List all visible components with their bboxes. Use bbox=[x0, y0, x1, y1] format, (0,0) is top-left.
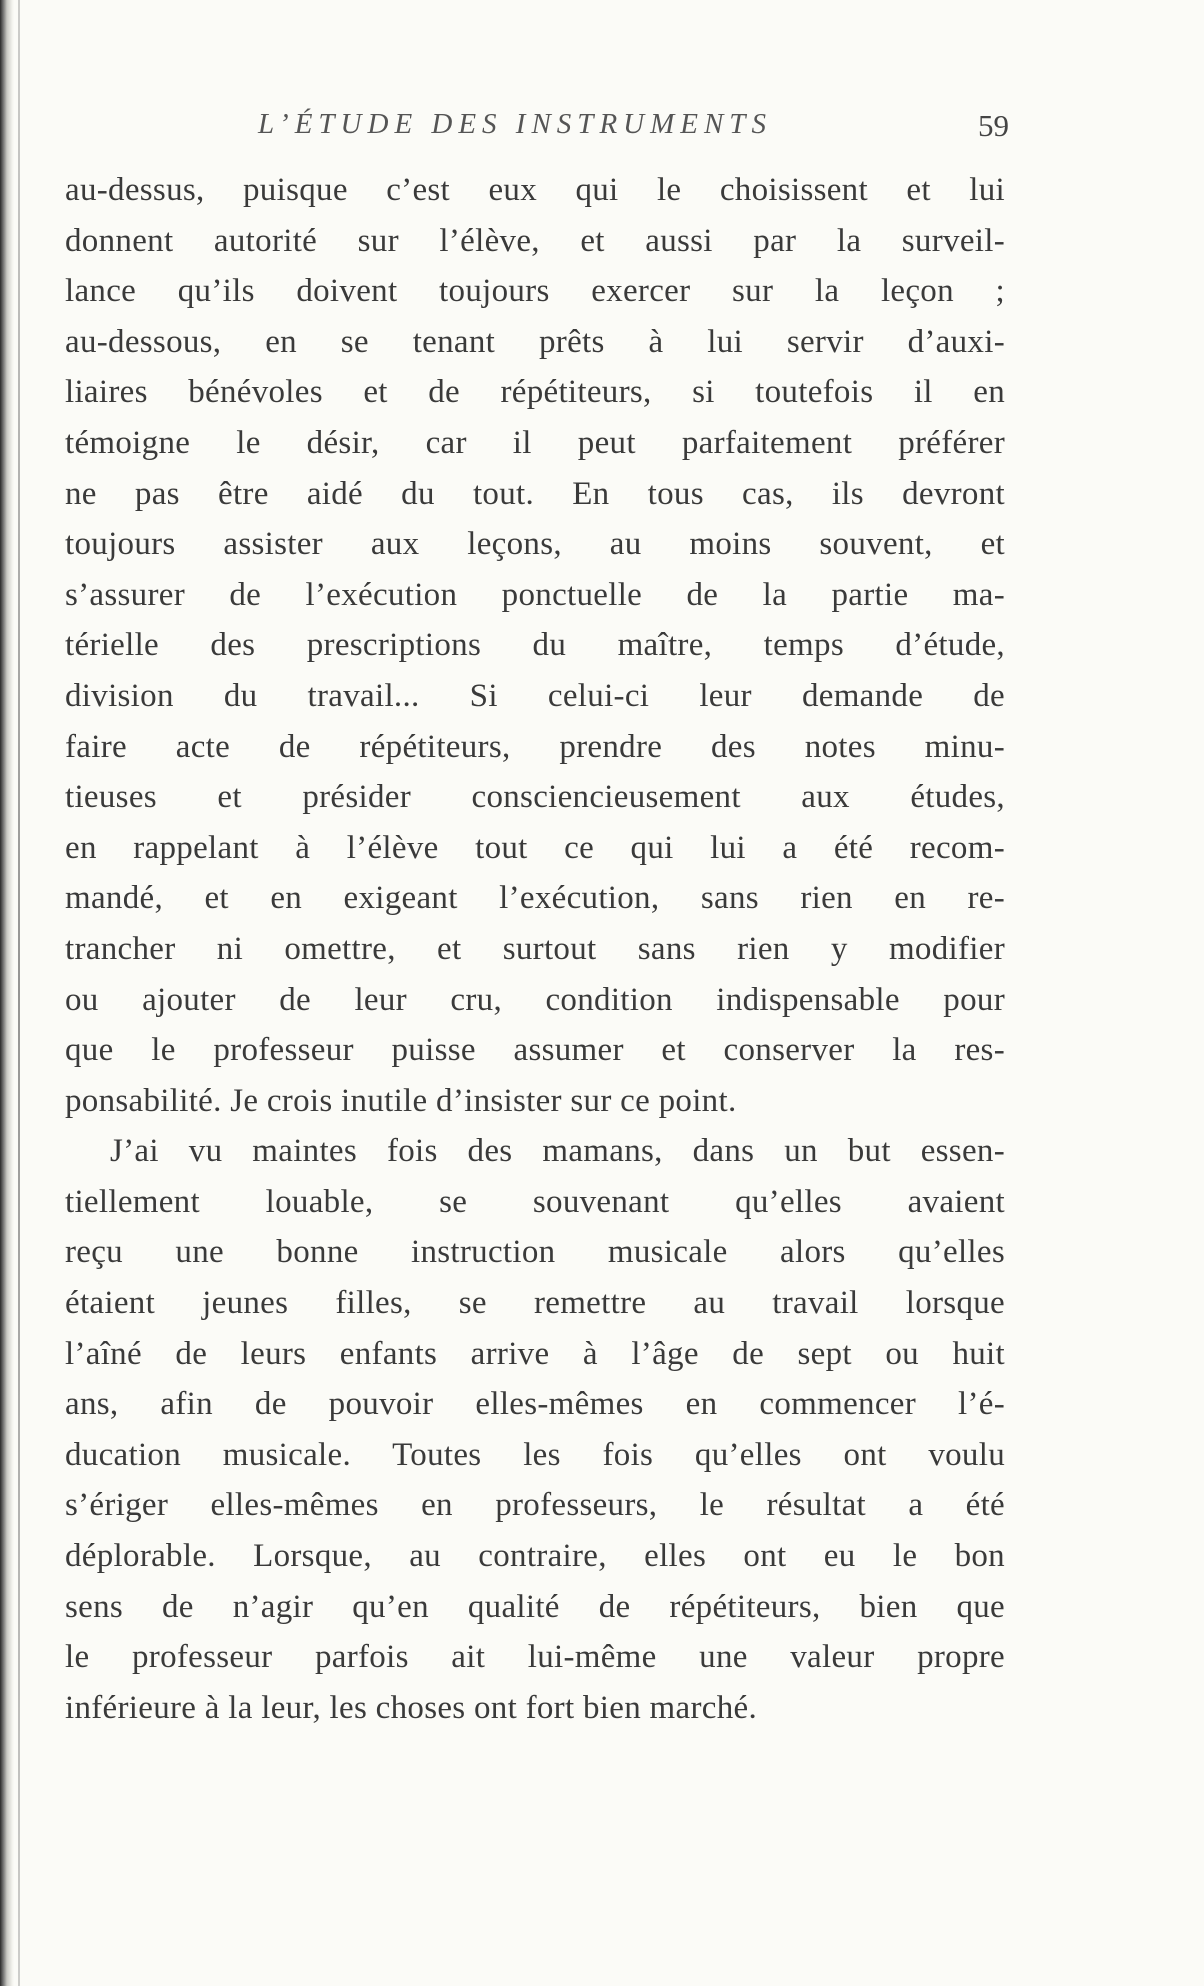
text-line: ans, afin de pouvoir elles-mêmes en commencer l’é- bbox=[65, 1386, 1005, 1423]
paragraph-1 bbox=[65, 165, 1005, 1126]
text-line: en rappelant à l’élève tout ce qui lui a été recom- bbox=[65, 829, 1005, 866]
text-line: mandé, et en exigeant l’exécution, sans rien en re- bbox=[65, 880, 1005, 917]
text-line: toujours assister aux leçons, au moins souvent, et bbox=[65, 526, 1005, 563]
text-line: ne pas être aidé du tout. En tous cas, ils devront bbox=[65, 475, 1005, 512]
text-line: lance qu’ils doivent toujours exercer sur la leçon ; bbox=[65, 273, 1005, 310]
text-line: s’ériger elles-mêmes en professeurs, le résultat a été bbox=[65, 1487, 1005, 1524]
page-number: 59 bbox=[978, 108, 1009, 143]
text-line: au-dessous, en se tenant prêts à lui servir d’auxi- bbox=[65, 323, 1005, 360]
text-line: que le professeur puisse assumer et conserver la res- bbox=[65, 1032, 1005, 1069]
text-line: témoigne le désir, car il peut parfaitement préférer bbox=[65, 424, 1005, 461]
text-line: tieuses et présider consciencieusement aux études, bbox=[65, 779, 1005, 816]
text-line: au-dessus, puisque c’est eux qui le choisissent et lui bbox=[65, 172, 1005, 208]
text-line: sens de n’agir qu’en qualité de répétiteurs, bien que bbox=[65, 1588, 1005, 1625]
running-title: L’ÉTUDE DES INSTRUMENTS bbox=[258, 108, 772, 140]
text-line: ducation musicale. Toutes les fois qu’elles ont voulu bbox=[65, 1436, 1005, 1473]
text-line: reçu une bonne instruction musicale alors qu’elles bbox=[65, 1234, 1005, 1271]
text-line: faire acte de répétiteurs, prendre des notes minu- bbox=[65, 728, 1005, 765]
body-text bbox=[65, 165, 1005, 1733]
text-line: ou ajouter de leur cru, condition indispensable pour bbox=[65, 981, 1005, 1018]
text-line: étaient jeunes filles, se remettre au travail lorsque bbox=[65, 1285, 1005, 1322]
paragraph-2 bbox=[65, 1126, 1005, 1733]
text-line: ponsabilité. Je crois inutile d’insister sur ce point. bbox=[65, 1082, 737, 1119]
text-line: le professeur parfois ait lui-même une valeur propre bbox=[65, 1639, 1005, 1676]
page-binding-edge bbox=[0, 0, 14, 1986]
text-line: division du travail... Si celui-ci leur demande de bbox=[65, 677, 1005, 714]
text-line: inférieure à la leur, les choses ont fort bien marché. bbox=[65, 1689, 758, 1726]
text-line: térielle des prescriptions du maître, temps d’étude, bbox=[65, 627, 1005, 664]
text-line: donnent autorité sur l’élève, et aussi par la surveil- bbox=[65, 222, 1005, 259]
text-line: l’aîné de leurs enfants arrive à l’âge de sept ou huit bbox=[65, 1335, 1005, 1372]
text-line: tiellement louable, se souvenant qu’elles avaient bbox=[65, 1183, 1005, 1220]
text-line: liaires bénévoles et de répétiteurs, si toutefois il en bbox=[65, 374, 1005, 411]
text-line: s’assurer de l’exécution ponctuelle de la partie ma- bbox=[65, 576, 1005, 613]
text-line: trancher ni omettre, et surtout sans rien y modifier bbox=[65, 930, 1005, 967]
text-line: déplorable. Lorsque, au contraire, elles ont eu le bon bbox=[65, 1538, 1005, 1575]
page-binding-shadow bbox=[18, 0, 20, 1986]
text-line: J’ai vu maintes fois des mamans, dans un but essen- bbox=[110, 1133, 1005, 1170]
